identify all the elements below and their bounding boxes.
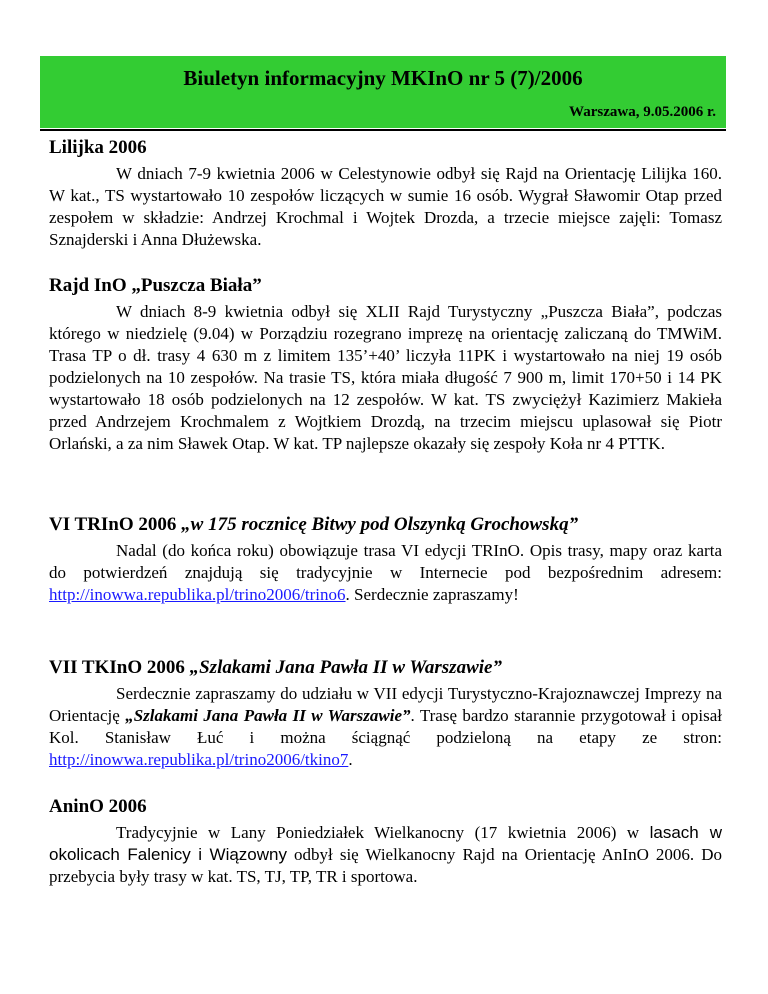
bulletin-date: Warszawa, 9.05.2006 r. [569,104,716,120]
trino-link[interactable]: http://inowwa.republika.pl/trino2006/trino6 [49,585,346,604]
section-tkino [49,657,722,771]
section-heading: Lilijka 2006 [49,137,147,158]
bulletin-title: Biuletyn informacyjny MKInO nr 5 (7)/2006 [183,66,583,90]
section-body [49,822,722,888]
heading-italic: „w 175 rocznicę Bitwy pod Olszynką Grochowską” [181,514,579,535]
heading-prefix: VII TKInO 2006 [49,657,190,678]
heading-prefix: VI TRInO 2006 [49,514,182,535]
section-body [49,683,722,771]
bulletin-header [40,56,726,128]
tkino-link[interactable]: http://inowwa.republika.pl/trino2006/tkino7 [49,750,349,769]
section-lilijka [49,137,722,251]
section-puszcza-biala [49,275,722,455]
section-body: W dniach 8-9 kwietnia odbył się XLII Rajd Turystyczny „Puszcza Biała”, podczas którego w niedzielę (9.04) w Porządziu rozegrano imprezę na orientację zaliczaną do TMWiM. Trasa TP o dł. trasy 4 630 m z limitem 135’+40’ liczyła 11PK i wystartowało na niej 19 osób podzielonych na 10 zespołów. Na trasie TS, która miała długość 7 900 m, limit 170+50 i 14 PK wystartowało 18 osób podzielonych na 12 zespołów. W kat. TS zwyciężył Kazimierz Makieła przed Andrzejem Krochmalem z Wojtkiem Drozdą, na trzecim miejscu uplasował się Piotr Orlański, a za nim Sławek Otap. W kat. TP najlepsze okazały się zespoły Koła nr 4 PTTK. [49,302,722,453]
body-emphasis: „Szlakami Jana Pawła II w Warszawie” [125,706,411,725]
body-sans-text: lasach w okolicach Falenicy i Wiązowny [49,823,722,864]
body-text: odbył się Wielkanocny Rajd na Orientację AnInO 2006. Do przebycia były trasy w kat. TS, TJ, TP, TR i sportowa. [49,845,722,886]
section-trino [49,514,722,606]
body-text: . [348,750,353,769]
section-anino [49,796,722,888]
section-body: W dniach 7-9 kwietnia 2006 w Celestynowie odbył się Rajd na Orientację Lilijka 160. W kat., TS wystartowało 10 zespołów liczących w sumie 16 osób. Wygrał Sławomir Otap przed zespołem w składzie: Andrzej Krochmal i Wojtek Drozda, a trzecie miejsce zajęli: Tomasz Sznajderski i Anna Dłużewska. [49,164,722,249]
section-body [49,540,722,606]
header-divider [40,129,726,131]
section-heading: Rajd InO „Puszcza Biała” [49,275,262,296]
heading-italic: „Szlakami Jana Pawła II w Warszawie” [189,657,502,678]
body-text: . Trasę bardzo starannie przygotował i opisał Kol. Stanisław Łuć i można ściągnąć podzieloną na etapy ze stron: [49,706,722,747]
body-text: Tradycyjnie w Lany Poniedziałek Wielkanocny (17 kwietnia 2006) w [116,823,650,842]
section-heading [49,657,722,679]
body-text: Nadal (do końca roku) obowiązuje trasa VI edycji TRInO. Opis trasy, mapy oraz karta do potwierdzeń znajdują się tradycyjnie w Internecie pod bezpośrednim adresem: [49,541,722,582]
body-text: Serdecznie zapraszamy do udziału w VII edycji Turystyczno-Krajoznawczej Imprezy na Orientację [49,684,722,725]
body-text: . Serdecznie zapraszamy! [345,585,519,604]
section-heading [49,514,722,536]
section-heading: AninO 2006 [49,796,147,817]
